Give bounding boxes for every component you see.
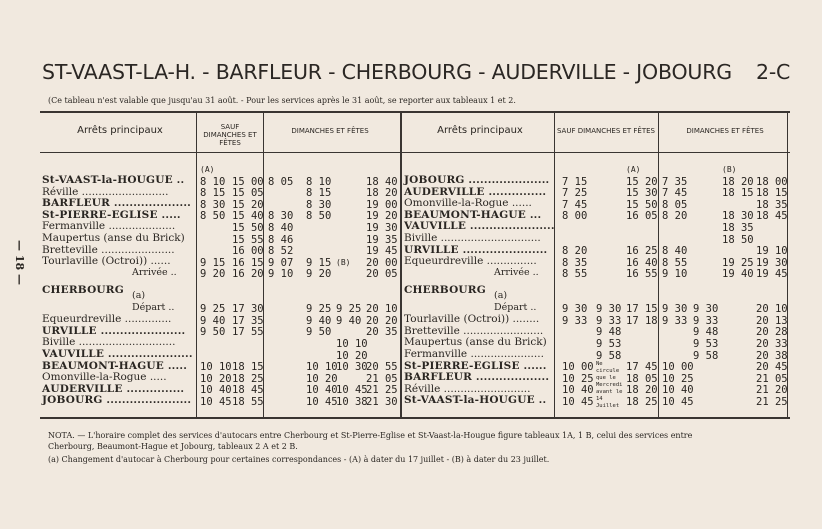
right-col_d-cell: 8 40 <box>662 245 688 258</box>
left-stop-2: BARFLEUR .................... <box>42 197 192 210</box>
left-stop-11: Départ .. <box>132 301 175 313</box>
left-col_b-cell: 15 05 <box>232 187 264 200</box>
right-stop-6: URVILLE ...................... <box>404 243 548 256</box>
left-col_b-cell: 18 55 <box>232 396 264 408</box>
right-col_g-cell: 21 05 <box>756 372 788 385</box>
right-col_g-cell: 20 45 <box>756 361 788 374</box>
right-stop-15: Fermanville ...................... <box>404 348 544 360</box>
nota-2: Cherbourg, Beaumont-Hague et Jobourg, tableaux 2 A et 2 B. <box>48 442 298 451</box>
left-col_d-cell: 10 45 <box>306 396 338 408</box>
left-col_a-cell: 9 50 <box>200 326 226 339</box>
right-col_b-cell: 9 53 <box>596 338 622 350</box>
right-col_g-cell: 21 25 <box>756 396 788 408</box>
left-stops-header: Arrêts principaux <box>77 125 163 136</box>
left-col_e-cell: (B) <box>336 257 351 267</box>
left-col_d-cell: 9 15 <box>306 256 332 269</box>
left-col_c-cell: 8 40 <box>268 222 294 234</box>
left-col_f-cell: 20 35 <box>366 326 398 339</box>
left-col_b-cell: 17 30 <box>232 303 264 316</box>
right-col_a-cell: 7 25 <box>562 187 588 200</box>
left-sunday-header: DIMANCHES ET FÊTES <box>291 127 369 135</box>
left-stop-4: Fermanville .................... <box>42 220 176 233</box>
right-col_c-cell: 17 15 <box>626 303 658 316</box>
right-col_b-cell: Ne circule que le Mercredi avant le 14 Juillet <box>596 361 623 410</box>
right-weekday-header: SAUF DIMANCHES ET FÊTES <box>556 127 655 135</box>
right-col_c-cell: 18 25 <box>626 396 658 408</box>
left-stop-19: JOBOURG ...................... <box>42 394 192 407</box>
left-col_d-cell: 8 10 <box>306 175 332 188</box>
right-col_d-cell: 7 35 <box>662 175 688 188</box>
left-col_b-cell: 17 55 <box>232 326 264 339</box>
left-col_b-cell: 15 20 <box>232 198 264 211</box>
right-col_a-cell: 8 55 <box>562 268 588 281</box>
right-col_d-cell: 8 55 <box>662 256 688 269</box>
left-col_b-cell: 18 25 <box>232 372 264 385</box>
left-col_c-cell: 8 52 <box>268 245 294 258</box>
right-col_d-cell: 9 10 <box>662 268 688 281</box>
right-col_d-cell: 7 45 <box>662 187 688 200</box>
right-col_a-cell: 9 33 <box>562 314 588 327</box>
right-col_a-cell: 7 15 <box>562 175 588 188</box>
right-stop-2: Omonville-la-Rogue ...... <box>404 197 532 210</box>
right-col_d-cell: 8 05 <box>662 198 688 211</box>
right-col_d-cell: 8 20 <box>662 210 688 223</box>
right-col_b-cell: 9 58 <box>596 349 622 362</box>
right-col_f-cell: 18 20 <box>722 175 754 188</box>
col-rule <box>554 113 555 417</box>
left-col_b-cell: 16 15 <box>232 256 264 269</box>
right-col_g-cell: 18 15 <box>756 187 788 200</box>
left-col_d-cell: 9 40 <box>306 314 332 327</box>
right-stop-19: St-VAAST-la-HOUGUE .. <box>404 394 547 407</box>
left-col_f-cell: 18 40 <box>366 175 398 188</box>
left-col_d-cell: 8 15 <box>306 187 332 200</box>
right-stop-8: Arrivée .. <box>494 266 539 278</box>
right-col_a-cell: 8 35 <box>562 256 588 269</box>
right-col_f-cell: 18 50 <box>722 233 754 246</box>
right-col_g-cell: 19 45 <box>756 268 788 281</box>
right-col_f-cell: (B) <box>722 165 737 174</box>
right-col_a-cell: 7 45 <box>562 198 588 211</box>
right-col_g-cell: 20 38 <box>756 349 788 362</box>
right-stop-11: Départ .. <box>494 301 537 313</box>
left-col_f-cell: 18 20 <box>366 187 398 200</box>
left-col_e-cell: 10 38 <box>336 396 368 408</box>
left-col_e-cell: 10 45 <box>336 384 368 397</box>
right-stop-7: Equeurdreville ............... <box>404 255 537 268</box>
left-stop-15: VAUVILLE ...................... <box>42 348 193 360</box>
right-col_a-cell: 10 40 <box>562 384 594 397</box>
table-bottom-rule <box>40 417 790 419</box>
right-col_g-cell: 18 35 <box>756 198 788 211</box>
right-col_a-cell: 10 45 <box>562 396 594 408</box>
col-rule <box>658 113 659 417</box>
right-stop-10: (a) <box>494 290 508 301</box>
right-col_c-cell: 17 18 <box>626 314 658 327</box>
right-col_e-cell: 9 53 <box>693 338 719 350</box>
right-col_g-cell: 20 28 <box>756 326 788 339</box>
table-middle-rule <box>400 113 402 417</box>
left-col_f-cell: 19 35 <box>366 233 398 246</box>
left-col_e-cell: 9 25 <box>336 303 362 316</box>
table-top-rule <box>40 111 790 113</box>
left-col_a-cell: 9 20 <box>200 268 226 281</box>
left-col_d-cell: 9 25 <box>306 303 332 316</box>
left-col_b-cell: 15 50 <box>232 222 264 234</box>
right-col_g-cell: 18 45 <box>756 210 788 223</box>
left-col_e-cell: 10 20 <box>336 349 368 362</box>
right-stop-13: Bretteville ........................ <box>404 324 544 337</box>
left-col_b-cell: 15 00 <box>232 175 264 188</box>
left-col_e-cell: 9 40 <box>336 314 362 327</box>
right-col_g-cell: 20 10 <box>756 303 788 316</box>
left-col_c-cell: 9 10 <box>268 268 294 281</box>
right-col_c-cell: (A) <box>626 165 641 174</box>
right-col_c-cell: 18 05 <box>626 372 658 385</box>
left-stop-5: Maupertus (anse du Brick) <box>42 232 185 244</box>
right-col_c-cell: 15 20 <box>626 175 658 188</box>
left-col_a-cell: 8 50 <box>200 210 226 223</box>
right-col_d-cell: 9 30 <box>662 303 688 316</box>
left-col_b-cell: 16 20 <box>232 268 264 281</box>
left-col_b-cell: 15 40 <box>232 210 264 223</box>
right-stop-4: VAUVILLE ...................... <box>404 220 555 233</box>
left-col_b-cell: 18 45 <box>232 384 264 397</box>
right-col_d-cell: 10 40 <box>662 384 694 397</box>
left-col_f-cell: 20 00 <box>366 256 398 269</box>
right-stops-header: Arrêts principaux <box>437 125 523 136</box>
left-stop-18: AUDERVILLE ............... <box>42 382 185 395</box>
left-col_f-cell: 19 20 <box>366 210 398 223</box>
right-col_c-cell: 16 55 <box>626 268 658 281</box>
right-col_g-cell: 19 10 <box>756 245 788 258</box>
left-col_a-cell: 10 20 <box>200 372 232 385</box>
right-col_a-cell: 8 00 <box>562 210 588 223</box>
right-col_e-cell: 9 58 <box>693 349 719 362</box>
right-stop-1: AUDERVILLE ............... <box>404 185 547 198</box>
right-col_e-cell: 9 33 <box>693 314 719 327</box>
left-col_d-cell: 8 30 <box>306 198 332 211</box>
right-stop-5: Biville .............................. <box>404 232 541 244</box>
left-stop-7: Tourlaville (Octroi)) ...... <box>42 255 171 268</box>
left-col_d-cell: 10 40 <box>306 384 338 397</box>
right-col_b-cell: 9 30 <box>596 303 622 316</box>
left-col_d-cell: 9 20 <box>306 268 332 281</box>
right-col_d-cell: 9 33 <box>662 314 688 327</box>
left-col_b-cell: 18 15 <box>232 361 264 374</box>
right-col_d-cell: 10 25 <box>662 372 694 385</box>
right-col_c-cell: 16 40 <box>626 256 658 269</box>
right-stop-0: JOBOURG ..................... <box>404 174 550 186</box>
right-stop-14: Maupertus (anse du Brick) <box>404 336 547 349</box>
right-sunday-header: DIMANCHES ET FÊTES <box>686 127 764 135</box>
right-col_f-cell: 19 40 <box>722 268 754 281</box>
left-col_c-cell: 8 05 <box>268 175 294 188</box>
left-col_f-cell: 21 30 <box>366 396 398 408</box>
right-col_b-cell: 9 33 <box>596 314 622 327</box>
left-col_f-cell: 21 05 <box>366 372 398 385</box>
right-col_g-cell: 20 13 <box>756 314 788 327</box>
page-title: ST-VAAST-LA-H. - BARFLEUR - CHERBOURG - AUDERVILLE - JOBOURG 2-C <box>42 60 791 84</box>
nota: NOTA. — L'horaire complet des services d'autocars entre Cherbourg et St-Pierre-Eglise et St-Vaast-la-Hougue figure tableaux 1A, 1 B, celui des services entre <box>48 431 693 440</box>
left-col_a-cell: 10 45 <box>200 396 232 408</box>
left-col_a-cell: 9 25 <box>200 303 226 316</box>
left-stop-8: Arrivée .. <box>132 266 177 278</box>
left-col_c-cell: 8 30 <box>268 210 294 223</box>
left-col_a-cell: 9 15 <box>200 256 226 269</box>
left-col_a-cell: 8 15 <box>200 187 226 200</box>
right-col_g-cell: 21 20 <box>756 384 788 397</box>
table-code: 2-C <box>756 60 791 84</box>
right-stop-3: BEAUMONT-HAGUE ... <box>404 208 542 221</box>
right-col_c-cell: 17 45 <box>626 361 658 374</box>
right-stop-12: Tourlaville (Octroi)) ........ <box>404 313 540 326</box>
right-col_f-cell: 19 25 <box>722 256 754 269</box>
left-col_b-cell: 15 55 <box>232 233 264 246</box>
left-col_a-cell: 9 40 <box>200 314 226 327</box>
right-col_d-cell: 10 45 <box>662 396 694 408</box>
left-col_f-cell: 19 30 <box>366 222 398 234</box>
left-col_f-cell: 20 05 <box>366 268 398 281</box>
right-col_d-cell: 10 00 <box>662 361 694 374</box>
right-col_e-cell: 9 48 <box>693 326 719 339</box>
left-col_a-cell: 8 10 <box>200 175 226 188</box>
left-col_f-cell: 20 20 <box>366 314 398 327</box>
right-col_g-cell: 18 00 <box>756 175 788 188</box>
right-col_a-cell: 9 30 <box>562 303 588 316</box>
col-rule <box>196 113 197 417</box>
right-col_g-cell: 20 33 <box>756 338 788 350</box>
left-col_b-cell: 17 35 <box>232 314 264 327</box>
left-col_f-cell: 20 10 <box>366 303 398 316</box>
left-col_c-cell: 9 07 <box>268 256 294 269</box>
left-col_e-cell: 10 10 <box>336 338 368 350</box>
left-stop-3: St-PIERRE-EGLISE ..... <box>42 208 181 221</box>
right-col_c-cell: 16 25 <box>626 245 658 258</box>
right-col_e-cell: 9 30 <box>693 303 719 316</box>
left-col_d-cell: 9 50 <box>306 326 332 339</box>
left-col_a-cell: (A) <box>200 165 215 174</box>
left-stop-1: Réville .......................... <box>42 185 169 198</box>
left-stop-0: St-VAAST-la-HOUGUE .. <box>42 174 185 186</box>
right-stop-16: St-PIERRE-EGLISE ...... <box>404 359 547 372</box>
right-col_f-cell: 18 30 <box>722 210 754 223</box>
table-header-rule <box>40 152 790 153</box>
left-stop-12: Equeurdreville .............. <box>42 313 172 326</box>
left-weekday-header: SAUF DIMANCHES ET FÊTES <box>203 123 257 147</box>
right-col_f-cell: 18 35 <box>722 222 754 234</box>
left-col_d-cell: 10 10 <box>306 361 338 374</box>
right-col_c-cell: 16 05 <box>626 210 658 223</box>
right-col_a-cell: 10 00 <box>562 361 594 374</box>
left-col_b-cell: 16 00 <box>232 245 264 258</box>
right-col_c-cell: 18 20 <box>626 384 658 397</box>
right-col_f-cell: 18 15 <box>722 187 754 200</box>
left-col_e-cell: 10 30 <box>336 361 368 374</box>
right-stop-17: BARFLEUR ................... <box>404 371 550 384</box>
left-col_f-cell: 21 25 <box>366 384 398 397</box>
left-stop-16: BEAUMONT-HAGUE ..... <box>42 359 188 372</box>
right-col_a-cell: 10 25 <box>562 372 594 385</box>
left-col_f-cell: 19 00 <box>366 198 398 211</box>
right-stop-9: CHERBOURG <box>404 284 486 297</box>
left-col_d-cell: 10 20 <box>306 372 338 385</box>
right-stop-18: Réville .......................... <box>404 382 531 395</box>
left-col_c-cell: 8 46 <box>268 233 294 246</box>
right-col_g-cell: 19 30 <box>756 256 788 269</box>
left-col_a-cell: 10 40 <box>200 384 232 397</box>
right-col_a-cell: 8 20 <box>562 245 588 258</box>
left-col_a-cell: 10 10 <box>200 361 232 374</box>
subtitle: (Ce tableau n'est valable que jusqu'au 31 août. - Pour les services après le 31 août, se reporter aux tableaux 1 et 2. <box>48 96 516 105</box>
left-stop-9: CHERBOURG <box>42 284 124 297</box>
left-stop-10: (a) <box>132 290 146 301</box>
right-col_c-cell: 15 50 <box>626 198 658 211</box>
left-col_d-cell: 8 50 <box>306 210 332 223</box>
left-col_f-cell: 20 55 <box>366 361 398 374</box>
left-stop-17: Omonville-la-Rogue ..... <box>42 371 167 384</box>
right-col_b-cell: 9 48 <box>596 326 622 339</box>
left-col_a-cell: 8 30 <box>200 198 226 211</box>
left-col_f-cell: 19 45 <box>366 245 398 258</box>
left-stop-14: Biville ............................. <box>42 336 176 349</box>
right-col_c-cell: 15 30 <box>626 187 658 200</box>
footnote: (a) Changement d'autocar à Cherbourg pour certaines correspondances - (A) à dater du 17 juillet - (B) à dater du 23 juillet. <box>48 455 550 464</box>
left-stop-6: Bretteville ...................... <box>42 243 175 256</box>
left-stop-13: URVILLE ...................... <box>42 324 186 337</box>
page-number: — 18 — <box>13 240 26 285</box>
